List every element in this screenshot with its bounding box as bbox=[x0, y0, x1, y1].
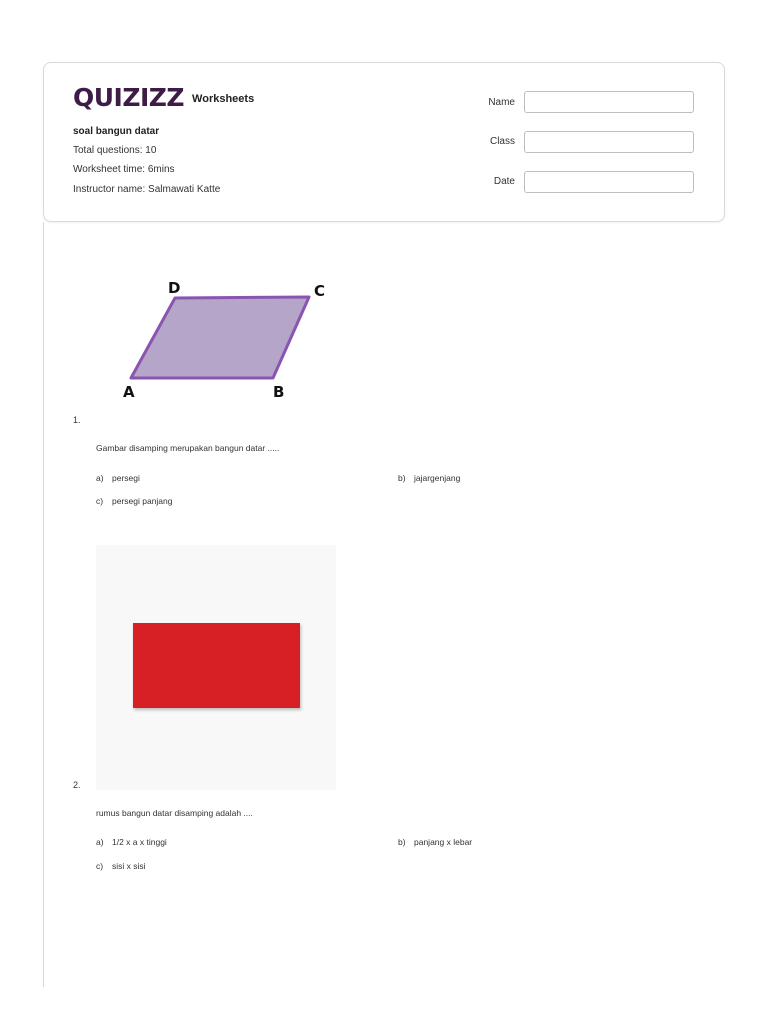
option-letter: a) bbox=[96, 473, 104, 483]
date-label: Date bbox=[493, 176, 515, 187]
instructor-name: Instructor name: Salmawati Katte bbox=[73, 184, 221, 195]
name-label: Name bbox=[488, 97, 515, 108]
question-2-option-b bbox=[398, 837, 472, 847]
logo-subtitle: Worksheets bbox=[192, 92, 255, 105]
question-2-option-a bbox=[96, 837, 167, 847]
worksheet-time: Worksheet time: 6mins bbox=[73, 164, 175, 175]
option-letter: a) bbox=[96, 837, 104, 847]
option-letter: b) bbox=[398, 473, 406, 483]
option-text: 1/2 x a x tinggi bbox=[112, 837, 167, 847]
question-1-option-c bbox=[96, 496, 173, 506]
red-rectangle-shape bbox=[133, 623, 300, 708]
vertex-label-b: B bbox=[273, 383, 285, 401]
question-1-option-b bbox=[398, 473, 460, 483]
question-2-number: 2. bbox=[73, 780, 81, 790]
parallelogram-shape bbox=[131, 297, 309, 378]
option-letter: c) bbox=[96, 861, 104, 871]
question-2-text: rumus bangun datar disamping adalah .... bbox=[96, 808, 253, 818]
option-text: panjang x lebar bbox=[414, 837, 473, 847]
question-1-text: Gambar disamping merupakan bangun datar ..... bbox=[96, 443, 280, 453]
name-field[interactable] bbox=[524, 91, 694, 113]
worksheet-title: soal bangun datar bbox=[73, 126, 160, 137]
question-2-option-c bbox=[96, 861, 146, 871]
class-label: Class bbox=[489, 136, 515, 147]
vertex-label-c: C bbox=[314, 282, 326, 300]
parallelogram-svg bbox=[118, 277, 338, 405]
option-text: persegi bbox=[112, 473, 140, 483]
quizizz-logo: QUIZIZZ bbox=[73, 83, 185, 112]
worksheet-header-card bbox=[43, 62, 725, 222]
date-field[interactable] bbox=[524, 171, 694, 193]
question-1-option-a bbox=[96, 473, 140, 483]
option-letter: b) bbox=[398, 837, 406, 847]
option-text: persegi panjang bbox=[112, 496, 173, 506]
page-left-rule bbox=[43, 222, 44, 987]
class-field[interactable] bbox=[524, 131, 694, 153]
vertex-label-a: A bbox=[123, 383, 135, 401]
option-text: sisi x sisi bbox=[112, 861, 146, 871]
logo-row bbox=[73, 85, 254, 110]
rectangle-figure bbox=[96, 545, 336, 790]
total-questions: Total questions: 10 bbox=[73, 145, 157, 156]
question-1-number: 1. bbox=[73, 415, 81, 425]
parallelogram-figure bbox=[118, 277, 338, 410]
vertex-label-d: D bbox=[168, 279, 181, 297]
option-letter: c) bbox=[96, 496, 104, 506]
option-text: jajargenjang bbox=[414, 473, 461, 483]
